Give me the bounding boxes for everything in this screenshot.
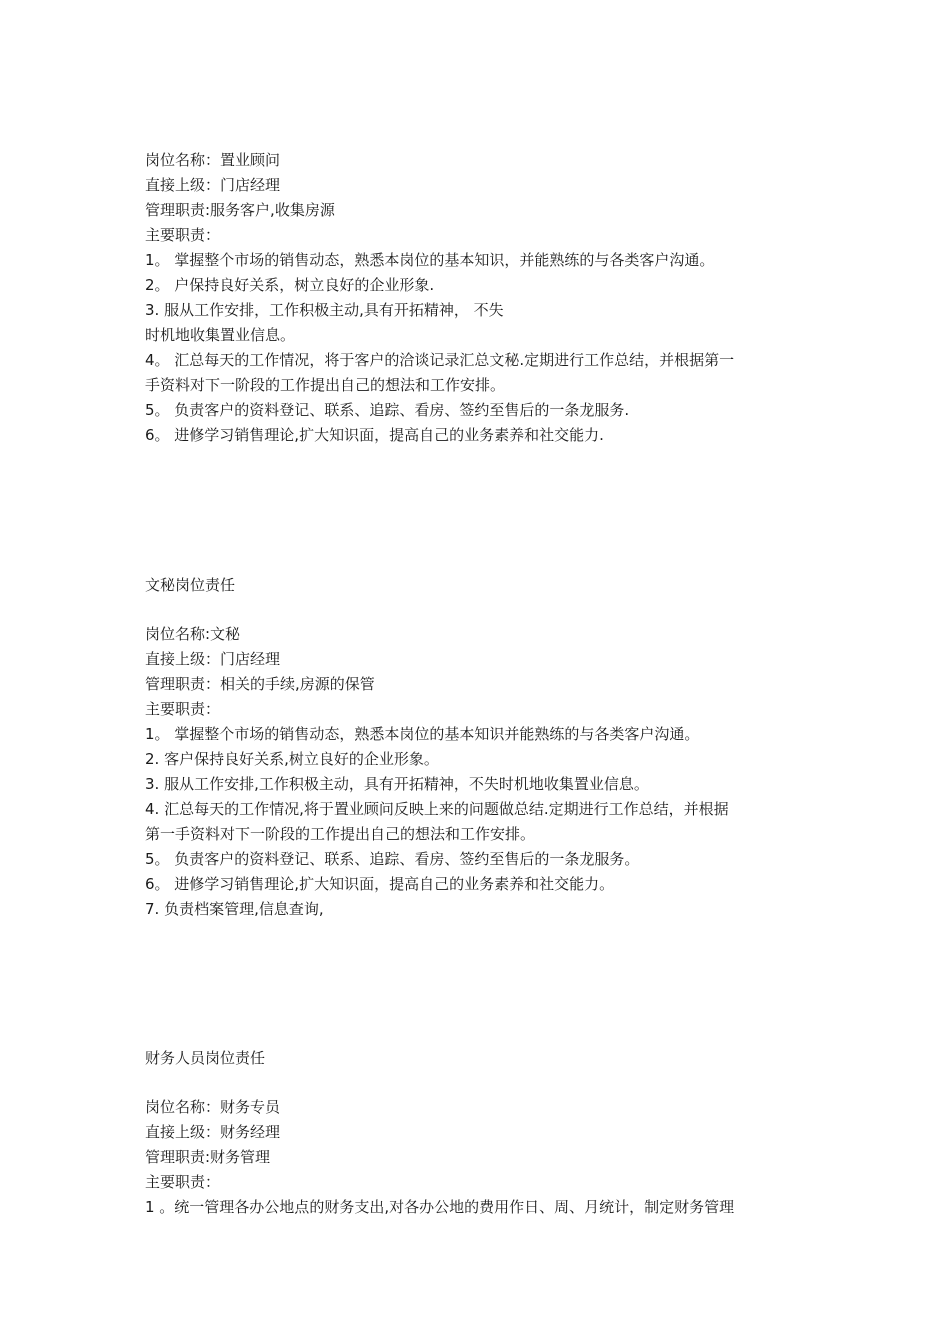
duty-line-3-1: 1 。统一管理各办公地点的财务支出,对各办公地的费用作日、周、月统计，制定财务管理 xyxy=(145,1198,735,1216)
position-title-2: 岗位名称:文秘 xyxy=(145,625,241,643)
main-duties-label-2: 主要职责： xyxy=(145,700,221,718)
duty-line-1-5: 4。 汇总每天的工作情况，将于客户的洽谈记录汇总文秘.定期进行工作总结，并根据第一 xyxy=(145,351,735,369)
duty-line-1-4: 时机地收集置业信息。 xyxy=(145,326,296,344)
position-title-3: 岗位名称：财务专员 xyxy=(145,1098,281,1116)
main-duties-label-1: 主要职责： xyxy=(145,226,221,244)
duty-line-1-3: 3. 服从工作安排，工作积极主动,具有开拓精神， 不失 xyxy=(145,301,504,319)
duty-line-2-2: 2. 客户保持良好关系,树立良好的企业形象。 xyxy=(145,750,439,768)
main-duties-label-3: 主要职责： xyxy=(145,1173,221,1191)
duty-line-1-6: 手资料对下一阶段的工作提出自己的想法和工作安排。 xyxy=(145,376,506,394)
duty-line-1-7: 5。 负责客户的资料登记、联系、追踪、看房、签约至售后的一条龙服务. xyxy=(145,401,630,419)
duty-line-2-3: 3. 服从工作安排,工作积极主动，具有开拓精神，不失时机地收集置业信息。 xyxy=(145,775,649,793)
management-duty-3: 管理职责:财务管理 xyxy=(145,1148,271,1166)
management-duty-1: 管理职责:服务客户,收集房源 xyxy=(145,201,335,219)
duty-line-2-8: 7. 负责档案管理,信息查询, xyxy=(145,900,324,918)
duty-line-1-8: 6。 进修学习销售理论,扩大知识面，提高自己的业务素养和社交能力. xyxy=(145,426,604,444)
supervisor-2: 直接上级：门店经理 xyxy=(145,650,281,668)
duty-line-2-5: 第一手资料对下一阶段的工作提出自己的想法和工作安排。 xyxy=(145,825,536,843)
duty-line-2-7: 6。 进修学习销售理论,扩大知识面，提高自己的业务素养和社交能力。 xyxy=(145,875,615,893)
section-heading-3: 财务人员岗位责任 xyxy=(145,1049,266,1067)
supervisor-1: 直接上级：门店经理 xyxy=(145,176,281,194)
duty-line-2-6: 5。 负责客户的资料登记、联系、追踪、看房、签约至售后的一条龙服务。 xyxy=(145,850,640,868)
management-duty-2: 管理职责：相关的手续,房源的保管 xyxy=(145,675,375,693)
position-title-1: 岗位名称：置业顾问 xyxy=(145,151,281,169)
duty-line-2-1: 1。 掌握整个市场的销售动态，熟悉本岗位的基本知识并能熟练的与各类客户沟通。 xyxy=(145,725,700,743)
duty-line-1-2: 2。 户保持良好关系，树立良好的企业形象. xyxy=(145,276,435,294)
duty-line-2-4: 4. 汇总每天的工作情况,将于置业顾问反映上来的问题做总结.定期进行工作总结，并根据 xyxy=(145,800,729,818)
duty-line-1-1: 1。 掌握整个市场的销售动态，熟悉本岗位的基本知识，并能熟练的与各类客户沟通。 xyxy=(145,251,715,269)
supervisor-3: 直接上级：财务经理 xyxy=(145,1123,281,1141)
section-heading-2: 文秘岗位责任 xyxy=(145,576,236,594)
